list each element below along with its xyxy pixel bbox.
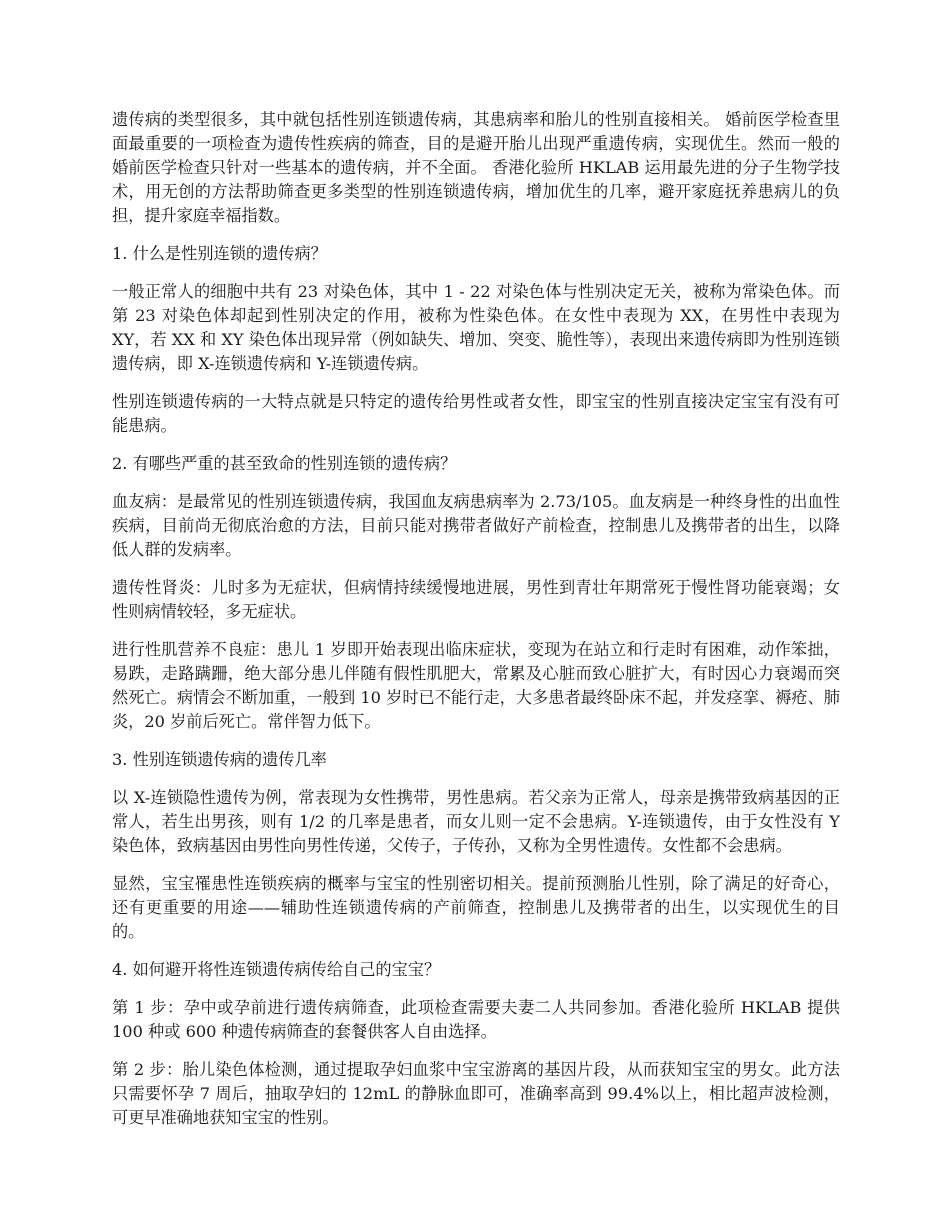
document-page [112,108,840,1144]
section-1-heading: 1. 什么是性别连锁的遗传病？ [112,244,327,263]
intro-paragraph: 遗传病的类型很多，其中就包括性别连锁遗传病，其患病率和胎儿的性别直接相关。 婚前医学检查里面最重要的一项检查为遗传性疾病的筛查，目的是避开胎儿出现严重遗传病，实现优生。然而一般的婚前医学检查只针对一些基本的遗传病，并不全面。 香港化验所 HKLAB 运用最先进的分子生物学技术，用无创的方法帮助筛查更多类型的性别连锁遗传病，增加优生的几率，避开家庭抚养患病儿的负担，提升家庭幸福指数。 [112,110,840,225]
section-2-heading: 2. 有哪些严重的甚至致命的性别连锁的遗传病？ [112,454,457,473]
section-2-paragraph-3: 进行性肌营养不良症：患儿 1 岁即开始表现出临床症状，变现为在站立和行走时有困难，动作笨拙，易跌，走路蹒跚，绝大部分患儿伴随有假性肌肥大，常累及心脏而致心脏扩大，有时因心力衰竭而突然死亡。病情会不断加重，一般到 10 岁时已不能行走，大多患者最终卧床不起，并发痉挛、褥疮、肺炎，20 岁前后死亡。常伴智力低下。 [112,640,840,731]
section-1-paragraph-2: 性别连锁遗传病的一大特点就是只特定的遗传给男性或者女性，即宝宝的性别直接决定宝宝有没有可能患病。 [112,392,840,435]
section-3-heading: 3. 性别连锁遗传病的遗传几率 [112,750,327,769]
section-1-paragraph-1: 一般正常人的细胞中共有 23 对染色体，其中 1 - 22 对染色体与性别决定无关，被称为常染色体。而第 23 对染色体却起到性别决定的作用，被称为性染色体。在女性中表现为 XX，在男性中表现为 XY，若 XX 和 XY 染色体出现异常（例如缺失、增加、突变、脆性等），表现出来遗传病即为性别连锁遗传病，即 X-连锁遗传病和 Y-连锁遗传病。 [112,282,840,373]
section-4-paragraph-1: 第 1 步：孕中或孕前进行遗传病筛查，此项检查需要夫妻二人共同参加。香港化验所 HKLAB 提供 100 种或 600 种遗传病筛查的套餐供客人自由选择。 [112,998,840,1041]
section-3-paragraph-2: 显然，宝宝罹患性连锁疾病的概率与宝宝的性别密切相关。提前预测胎儿性别，除了满足的好奇心，还有更重要的用途——辅助性连锁遗传病的产前筛查，控制患儿及携带者的出生，以实现优生的目的。 [112,874,840,941]
section-4-paragraph-2: 第 2 步：胎儿染色体检测，通过提取孕妇血浆中宝宝游离的基因片段，从而获知宝宝的男女。此方法只需要怀孕 7 周后，抽取孕妇的 12mL 的静脉血即可，准确率高到 99.4%以上，相比超声波检测，可更早准确地获知宝宝的性别。 [112,1060,840,1127]
section-4-heading: 4. 如何避开将性连锁遗传病传给自己的宝宝？ [112,960,441,979]
section-3-paragraph-1: 以 X-连锁隐性遗传为例，常表现为女性携带，男性患病。若父亲为正常人，母亲是携带致病基因的正常人，若生出男孩，则有 1/2 的几率是患者，而女儿则一定不会患病。Y-连锁遗传，由于女性没有 Y 染色体，致病基因由男性向男性传递，父传子，子传孙，又称为全男性遗传。女性都不会患病。 [112,788,840,855]
section-2-paragraph-2: 遗传性肾炎：儿时多为无症状，但病情持续缓慢地进展，男性到青壮年期常死于慢性肾功能衰竭；女性则病情较轻，多无症状。 [112,578,840,621]
section-2-paragraph-1: 血友病：是最常见的性别连锁遗传病，我国血友病患病率为 2.73/105。血友病是一种终身性的出血性疾病，目前尚无彻底治愈的方法，目前只能对携带者做好产前检查，控制患儿及携带者的出生，以降低人群的发病率。 [112,492,840,559]
